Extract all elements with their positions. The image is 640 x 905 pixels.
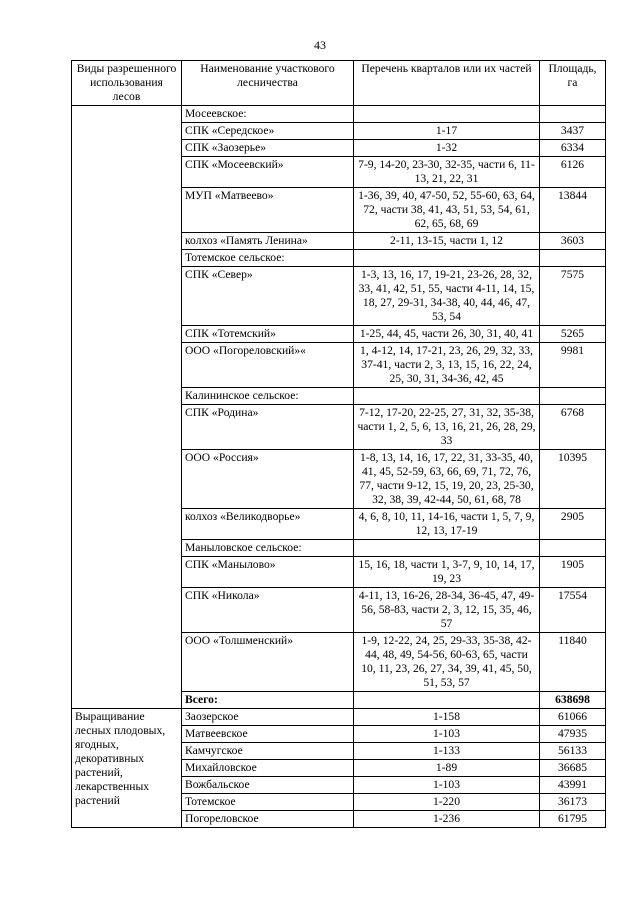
forestry-name: Вожбальское [182,777,354,794]
area-value: 43991 [540,777,606,794]
total-quarters-empty [354,692,540,709]
forestry-name: СПК «Манылово» [182,557,354,588]
forestry-name: СПК «Никола» [182,588,354,633]
quarters-list: 2-11, 13-15, части 1, 12 [354,233,540,250]
quarters-list: 7-12, 17-20, 22-25, 27, 31, 32, 35-38, части 1, 2, 5, 6, 13, 16, 21, 26, 28, 29, 33 [354,405,540,450]
use-cell-empty [72,106,182,709]
quarters-list: 1-133 [354,743,540,760]
section-area-empty [540,106,606,123]
area-value: 10395 [540,450,606,509]
quarters-list: 1-17 [354,123,540,140]
page-number: 43 [314,38,326,52]
forestry-name: ООО «Толшменский» [182,633,354,692]
quarters-list: 1-103 [354,726,540,743]
section-quarters-empty [354,250,540,267]
area-value: 36173 [540,794,606,811]
forestry-name: ООО «Россия» [182,450,354,509]
area-value: 7575 [540,267,606,326]
section-quarters-empty [354,388,540,405]
quarters-list: 1-103 [354,777,540,794]
forestry-name: Камчугское [182,743,354,760]
section-area-empty [540,540,606,557]
area-value: 3437 [540,123,606,140]
forestry-name: колхоз «Великодворье» [182,509,354,540]
quarters-list: 1-220 [354,794,540,811]
header-area: Площадь, га [540,61,606,106]
forest-use-table [71,60,606,828]
total-label: Всего: [182,692,354,709]
quarters-list: 1-36, 39, 40, 47-50, 52, 55-60, 63, 64, 72, части 38, 41, 43, 51, 53, 54, 61, 62, 65, 68, 69 [354,188,540,233]
quarters-list: 1-25, 44, 45, части 26, 30, 31, 40, 41 [354,326,540,343]
area-value: 61795 [540,811,606,828]
area-value: 47935 [540,726,606,743]
area-value: 2905 [540,509,606,540]
forestry-name: МУП «Матвеево» [182,188,354,233]
section-area-empty [540,388,606,405]
table-row [72,709,606,726]
quarters-list: 4-11, 13, 16-26, 28-34, 36-45, 47, 49-56, 58-83, части 2, 3, 12, 15, 35, 46, 57 [354,588,540,633]
quarters-list: 1-9, 12-22, 24, 25, 29-33, 35-38, 42-44, 48, 49, 54-56, 60-63, 65, части 10, 11, 23, 26, 27, 34, 39, 41, 45, 50, 51, 53, 57 [354,633,540,692]
section-area-empty [540,250,606,267]
forestry-name: Заозерское [182,709,354,726]
quarters-list: 1-8, 13, 14, 16, 17, 22, 31, 33-35, 40, 41, 45, 52-59, 63, 66, 69, 71, 72, 76, 77, части 9-12, 15, 19, 20, 23, 25-30, 32, 38, 39, 42-44, 50, 61, 68, 78 [354,450,540,509]
area-value: 11840 [540,633,606,692]
area-value: 6334 [540,140,606,157]
quarters-list: 1-32 [354,140,540,157]
quarters-list: 1-3, 13, 16, 17, 19-21, 23-26, 28, 32, 33, 41, 42, 51, 55, части 4-11, 14, 15, 18, 27, 29-31, 34-38, 40, 44, 46, 47, 53, 54 [354,267,540,326]
forestry-name: Михайловское [182,760,354,777]
area-value: 6768 [540,405,606,450]
forestry-name: СПК «Заозерье» [182,140,354,157]
forestry-name: Погореловское [182,811,354,828]
header-use: Виды разрешенного использования лесов [72,61,182,106]
area-value: 13844 [540,188,606,233]
area-value: 3603 [540,233,606,250]
section-label: Калининское сельское: [182,388,354,405]
section-quarters-empty [354,106,540,123]
area-value: 36685 [540,760,606,777]
forestry-name: СПК «Тотемский» [182,326,354,343]
table-header-row [72,61,606,106]
quarters-list: 1-236 [354,811,540,828]
forestry-name: колхоз «Память Ленина» [182,233,354,250]
forestry-name: Матвеевское [182,726,354,743]
forestry-name: Тотемское [182,794,354,811]
area-value: 1905 [540,557,606,588]
quarters-list: 4, 6, 8, 10, 11, 14-16, части 1, 5, 7, 9, 12, 13, 17-19 [354,509,540,540]
quarters-list: 1-89 [354,760,540,777]
quarters-list: 1-158 [354,709,540,726]
section-row [72,106,606,123]
quarters-list: 15, 16, 18, части 1, 3-7, 9, 10, 14, 17, 19, 23 [354,557,540,588]
area-value: 6126 [540,157,606,188]
total-area: 638698 [540,692,606,709]
area-value: 9981 [540,343,606,388]
header-quarters: Перечень кварталов или их частей [354,61,540,106]
section-quarters-empty [354,540,540,557]
area-value: 17554 [540,588,606,633]
header-name: Наименование участкового лесничества [182,61,354,106]
area-value: 61066 [540,709,606,726]
use-type: Выращивание лесных плодовых, ягодных, декоративных растений, лекарственных растений [72,709,182,828]
forestry-name: СПК «Мосеевский» [182,157,354,188]
section-label: Мосеевское: [182,106,354,123]
forestry-name: СПК «Середское» [182,123,354,140]
quarters-list: 7-9, 14-20, 23-30, 32-35, части 6, 11-13, 21, 22, 31 [354,157,540,188]
section-label: Маныловское сельское: [182,540,354,557]
section-label: Тотемское сельское: [182,250,354,267]
forestry-name: СПК «Север» [182,267,354,326]
area-value: 56133 [540,743,606,760]
quarters-list: 1, 4-12, 14, 17-21, 23, 26, 29, 32, 33, 37-41, части 2, 3, 13, 15, 16, 22, 24, 25, 30, 31, 34-36, 42, 45 [354,343,540,388]
area-value: 5265 [540,326,606,343]
forestry-name: ООО «Погореловский»« [182,343,354,388]
forestry-name: СПК «Родина» [182,405,354,450]
